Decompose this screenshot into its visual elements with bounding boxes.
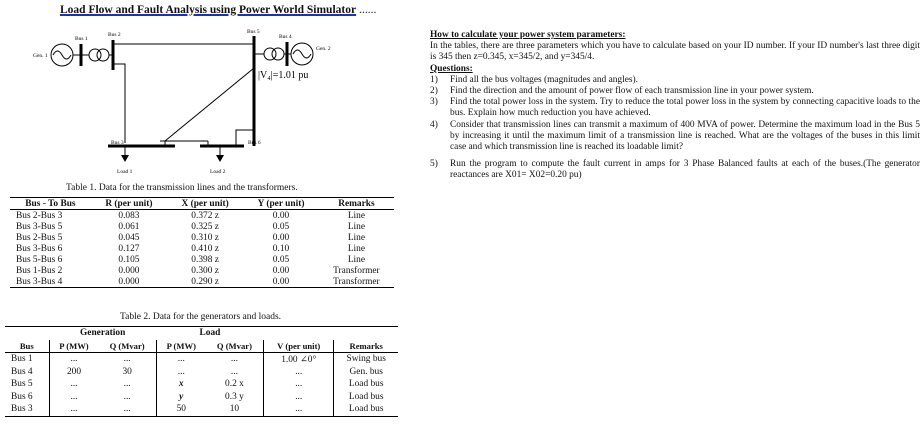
t2-header-gen-p: P (MW) [49, 340, 98, 353]
t2-cell: Swing bus [334, 353, 398, 366]
line-bus2-bus3 [113, 64, 125, 143]
t1-cell: 0.083 [118, 210, 140, 221]
gen2-label: Gen. 2 [316, 46, 331, 52]
load1-arrow-icon [121, 155, 129, 162]
t2-cell: ... [49, 353, 98, 366]
question-text: Find the direction and the amount of power flow of each transmission line in your power system. [450, 86, 814, 97]
t2-cell: Bus 4 [11, 366, 33, 377]
bus2-label: Bus 2 [108, 32, 121, 38]
t1-header-y: Y (per unit) [243, 198, 319, 210]
t2-header-remarks: Remarks [334, 340, 398, 353]
t2-header-v: V (per unit) [264, 340, 334, 353]
t2-cell: Bus 5 [11, 379, 33, 390]
v4-label: |V₄|=1.01 pu [258, 70, 309, 81]
table2-header-row [5, 340, 398, 353]
t2-cell: 200 [49, 366, 98, 379]
t2-cell: ... [264, 403, 334, 416]
t1-cell: 0.325 z [191, 221, 219, 232]
t1-cell: 0.127 [118, 243, 140, 254]
questions-heading: Questions: [430, 63, 473, 74]
t1-cell: 0.05 [272, 254, 290, 265]
t1-cell: Bus 3-Bus 6 [16, 243, 63, 254]
bus3-label: Bus 3 [111, 140, 124, 146]
list-item [430, 86, 920, 97]
t1-cell: 0.045 [118, 232, 140, 243]
t1-cell: 0.05 [272, 221, 290, 232]
t1-cell: Transformer [319, 276, 394, 288]
t1-cell: 0.310 z [191, 232, 219, 243]
t2-cell: 30 [122, 366, 132, 377]
parameters-intro: In the tables, there are three parameters which you have to calculate based on your ID number. If your ID number's last three digit is 345 then z=0.345, x=345/2, and y=345/4. [430, 41, 920, 63]
t1-cell: 0.00 [272, 232, 290, 243]
table-row [10, 232, 394, 243]
t1-cell: 0.061 [118, 221, 140, 232]
load2-arrow-icon [216, 155, 224, 162]
t1-cell: Bus 3-Bus 5 [16, 221, 63, 232]
table-row [5, 353, 398, 366]
table2 [5, 326, 398, 417]
t2-cell: Bus 6 [11, 391, 33, 402]
t2-cell: 1.00 ∠0° [264, 353, 334, 366]
t1-cell: 0.300 z [191, 265, 219, 276]
parameters-heading: How to calculate your power system parameters: [430, 30, 626, 40]
table-row [10, 243, 394, 254]
t2-cell: ... [123, 379, 131, 390]
instructions-panel [430, 30, 920, 182]
t1-header-r: R (per unit) [91, 198, 167, 210]
list-item [430, 75, 920, 86]
t2-cell: ... [264, 378, 334, 391]
t2-group-generation: Generation [49, 327, 156, 340]
t1-cell: Bus 5-Bus 6 [16, 254, 63, 265]
t2-cell: 50 [156, 403, 205, 416]
t2-cell: Bus 1 [11, 354, 33, 365]
table1-caption: Table 1. Data for the transmission lines and the transformers. [66, 183, 298, 193]
bus1-label: Bus 1 [75, 36, 88, 42]
t2-cell: Load bus [334, 391, 398, 404]
t2-cell: Bus 3 [5, 403, 49, 416]
question-number: 2) [430, 86, 438, 97]
title-dots: ...... [359, 4, 377, 16]
t1-cell: Bus 1-Bus 2 [16, 265, 63, 276]
t2-cell: ... [156, 366, 205, 379]
t2-cell: Gen. bus [334, 366, 398, 379]
t1-cell: Line [347, 210, 365, 221]
bus6-label: Bus 6 [248, 140, 261, 146]
list-item [430, 159, 920, 181]
table-row [10, 254, 394, 265]
list-item [430, 120, 920, 154]
question-number: 5) [430, 159, 438, 170]
question-number: 3) [430, 97, 438, 108]
t2-cell: ... [230, 366, 238, 377]
t2-cell: y [156, 391, 205, 404]
t2-cell: 0.2 x [225, 379, 244, 390]
t2-cell: ... [49, 378, 98, 391]
t1-cell: Bus 3-Bus 4 [10, 276, 91, 288]
t1-cell: 0.000 [91, 276, 167, 288]
questions-list [430, 75, 920, 182]
t1-cell: 0.105 [118, 254, 140, 265]
table-row [5, 366, 398, 379]
t2-cell: Load bus [334, 403, 398, 416]
t1-cell: 0.10 [272, 243, 290, 254]
t2-cell: ... [49, 403, 98, 416]
t2-cell: x [156, 378, 205, 391]
question-text: Consider that transmission lines can transmit a maximum of 400 MVA of power. Determine the maximum load in the Bus 5 by increasing it until the maximum limit of a transmission line is reached. What are the voltages of the buses in this limit case and which transmission line is reached its loadable limit? [450, 119, 920, 153]
table-row [10, 210, 394, 222]
t2-cell: ... [156, 353, 205, 366]
t1-header-remarks: Remarks [319, 198, 394, 210]
t2-cell: ... [230, 354, 238, 365]
t1-cell: Line [347, 232, 365, 243]
t1-cell: 0.372 z [191, 210, 219, 221]
table-row [10, 265, 394, 276]
table2-group-row [5, 327, 398, 340]
t1-cell: 0.398 z [191, 254, 219, 265]
t2-cell: ... [123, 391, 131, 402]
gen1-label: Gen. 1 [33, 53, 48, 59]
t1-cell: Bus 2-Bus 3 [16, 210, 63, 221]
bus5-label: Bus 5 [247, 29, 260, 35]
bus4-label: Bus 4 [279, 34, 292, 40]
t1-cell: 0.290 z [167, 276, 243, 288]
t1-cell: 0.410 z [191, 243, 219, 254]
t2-header-load-q: Q (Mvar) [206, 340, 264, 353]
table-row [10, 221, 394, 232]
t2-header-load-p: P (MW) [156, 340, 205, 353]
table-row [10, 276, 394, 288]
t2-cell: ... [98, 403, 156, 416]
title-text: Load Flow and Fault Analysis using Power World Simulator [60, 4, 357, 16]
t1-cell: Line [347, 243, 365, 254]
table2-caption: Table 2. Data for the generators and loads. [120, 312, 282, 322]
t2-cell: Load bus [334, 378, 398, 391]
t2-header-bus: Bus [5, 340, 49, 353]
question-number: 4) [430, 119, 438, 130]
question-text: Run the program to compute the fault current in amps for 3 Phase Balanced faults at each of the buses.(The generator reactances are X01= X02=0.20 pu) [450, 159, 920, 181]
table1 [10, 197, 394, 288]
t1-cell: Line [347, 254, 365, 265]
question-text: Find the total power loss in the system. Try to reduce the total power loss in the system by connecting capacitive loads to the bus. Explain how much reduction you have achieved. [450, 97, 920, 119]
t1-header-bus: Bus - To Bus [10, 198, 91, 210]
question-number: 1) [430, 74, 438, 85]
gen1-wave-icon [53, 51, 71, 59]
power-system-diagram [0, 0, 430, 180]
t2-cell: 0.3 y [225, 391, 244, 402]
t2-cell: ... [264, 391, 334, 404]
t1-cell: 0.00 [243, 276, 319, 288]
t2-header-gen-q: Q (Mvar) [98, 340, 156, 353]
t2-cell: ... [123, 354, 131, 365]
t1-header-x: X (per unit) [167, 198, 243, 210]
t2-group-load: Load [156, 327, 263, 340]
t2-cell: 10 [206, 403, 264, 416]
t1-cell: 0.000 [118, 265, 140, 276]
load1-label: Load 1 [117, 169, 133, 175]
table-row [5, 378, 398, 391]
t1-cell: Bus 2-Bus 5 [16, 232, 63, 243]
t2-cell: ... [49, 391, 98, 404]
t1-cell: Transformer [333, 265, 380, 276]
t2-cell: ... [264, 366, 334, 379]
question-text: Find all the bus voltages (magnitudes and angles). [450, 74, 638, 85]
table-row [5, 391, 398, 404]
gen2-wave-icon [293, 50, 311, 58]
list-item [430, 97, 920, 119]
t1-cell: 0.00 [272, 210, 290, 221]
load2-label: Load 2 [210, 169, 226, 175]
t1-cell: 0.00 [272, 265, 290, 276]
t1-cell: Line [347, 221, 365, 232]
table1-header-row [10, 198, 394, 210]
table-row [5, 403, 398, 416]
